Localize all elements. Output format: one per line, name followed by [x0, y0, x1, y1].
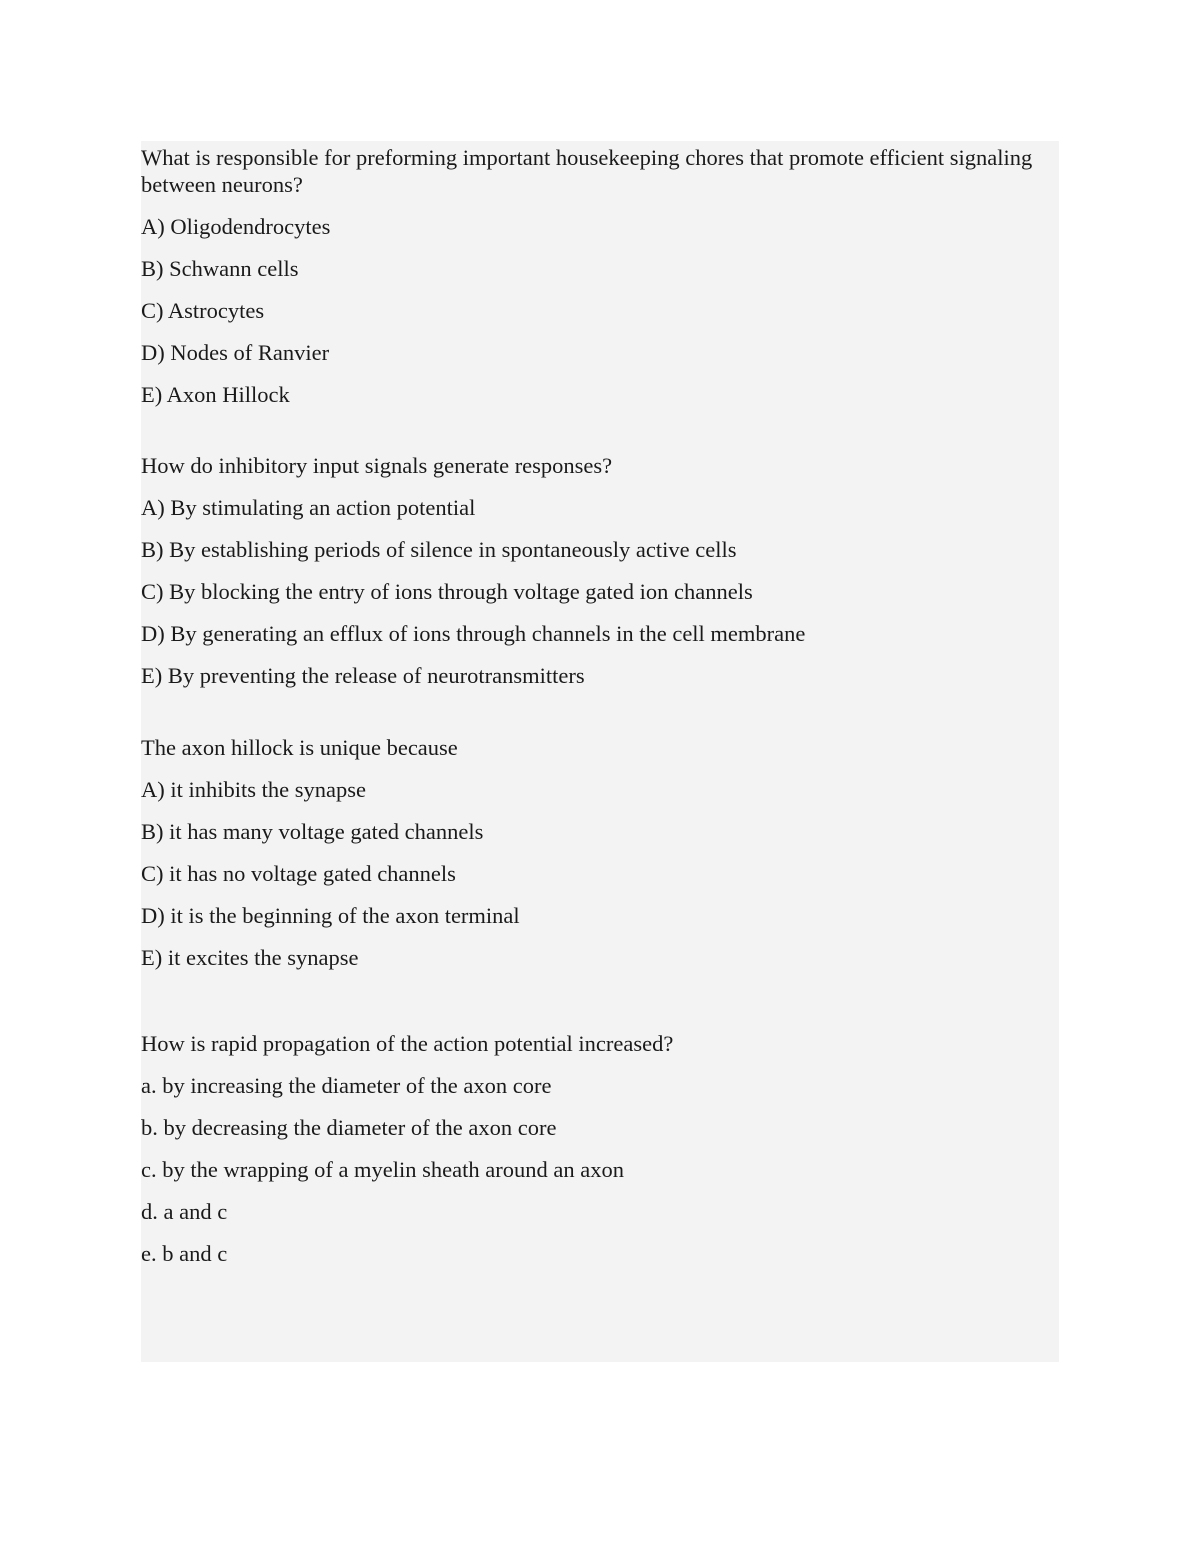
question-text: How do inhibitory input signals generate responses?: [141, 453, 613, 478]
answer-option: b. by decreasing the diameter of the axon core: [141, 1115, 557, 1140]
answer-option: c. by the wrapping of a myelin sheath around an axon: [141, 1157, 624, 1182]
question-2: [141, 449, 1041, 689]
document-body: [141, 141, 1041, 1267]
question-4: [141, 1027, 1041, 1267]
answer-option: B) Schwann cells: [141, 256, 299, 281]
answer-option: B) it has many voltage gated channels: [141, 819, 484, 844]
answer-option: e. b and c: [141, 1241, 228, 1266]
answer-option: D) Nodes of Ranvier: [141, 340, 330, 365]
answer-option: A) Oligodendrocytes: [141, 214, 331, 239]
answer-option: A) By stimulating an action potential: [141, 495, 476, 520]
answer-option: A) it inhibits the synapse: [141, 777, 366, 802]
answer-option: a. by increasing the diameter of the axon core: [141, 1073, 552, 1098]
answer-option: C) it has no voltage gated channels: [141, 861, 456, 886]
answer-option: E) By preventing the release of neurotransmitters: [141, 663, 585, 688]
answer-option: D) By generating an efflux of ions through channels in the cell membrane: [141, 621, 806, 646]
answer-option: C) By blocking the entry of ions through voltage gated ion channels: [141, 579, 753, 604]
question-text: How is rapid propagation of the action potential increased?: [141, 1031, 674, 1056]
question-3: [141, 731, 1041, 971]
answer-option: D) it is the beginning of the axon terminal: [141, 903, 520, 928]
question-text: The axon hillock is unique because: [141, 735, 458, 760]
question-text: What is responsible for preforming important housekeeping chores that promote efficient signaling between neurons?: [141, 145, 1033, 197]
answer-option: E) it excites the synapse: [141, 945, 359, 970]
question-1: [141, 141, 1041, 408]
answer-option: E) Axon Hillock: [141, 382, 290, 407]
answer-option: C) Astrocytes: [141, 298, 265, 323]
answer-option: B) By establishing periods of silence in spontaneously active cells: [141, 537, 737, 562]
answer-option: d. a and c: [141, 1199, 228, 1224]
